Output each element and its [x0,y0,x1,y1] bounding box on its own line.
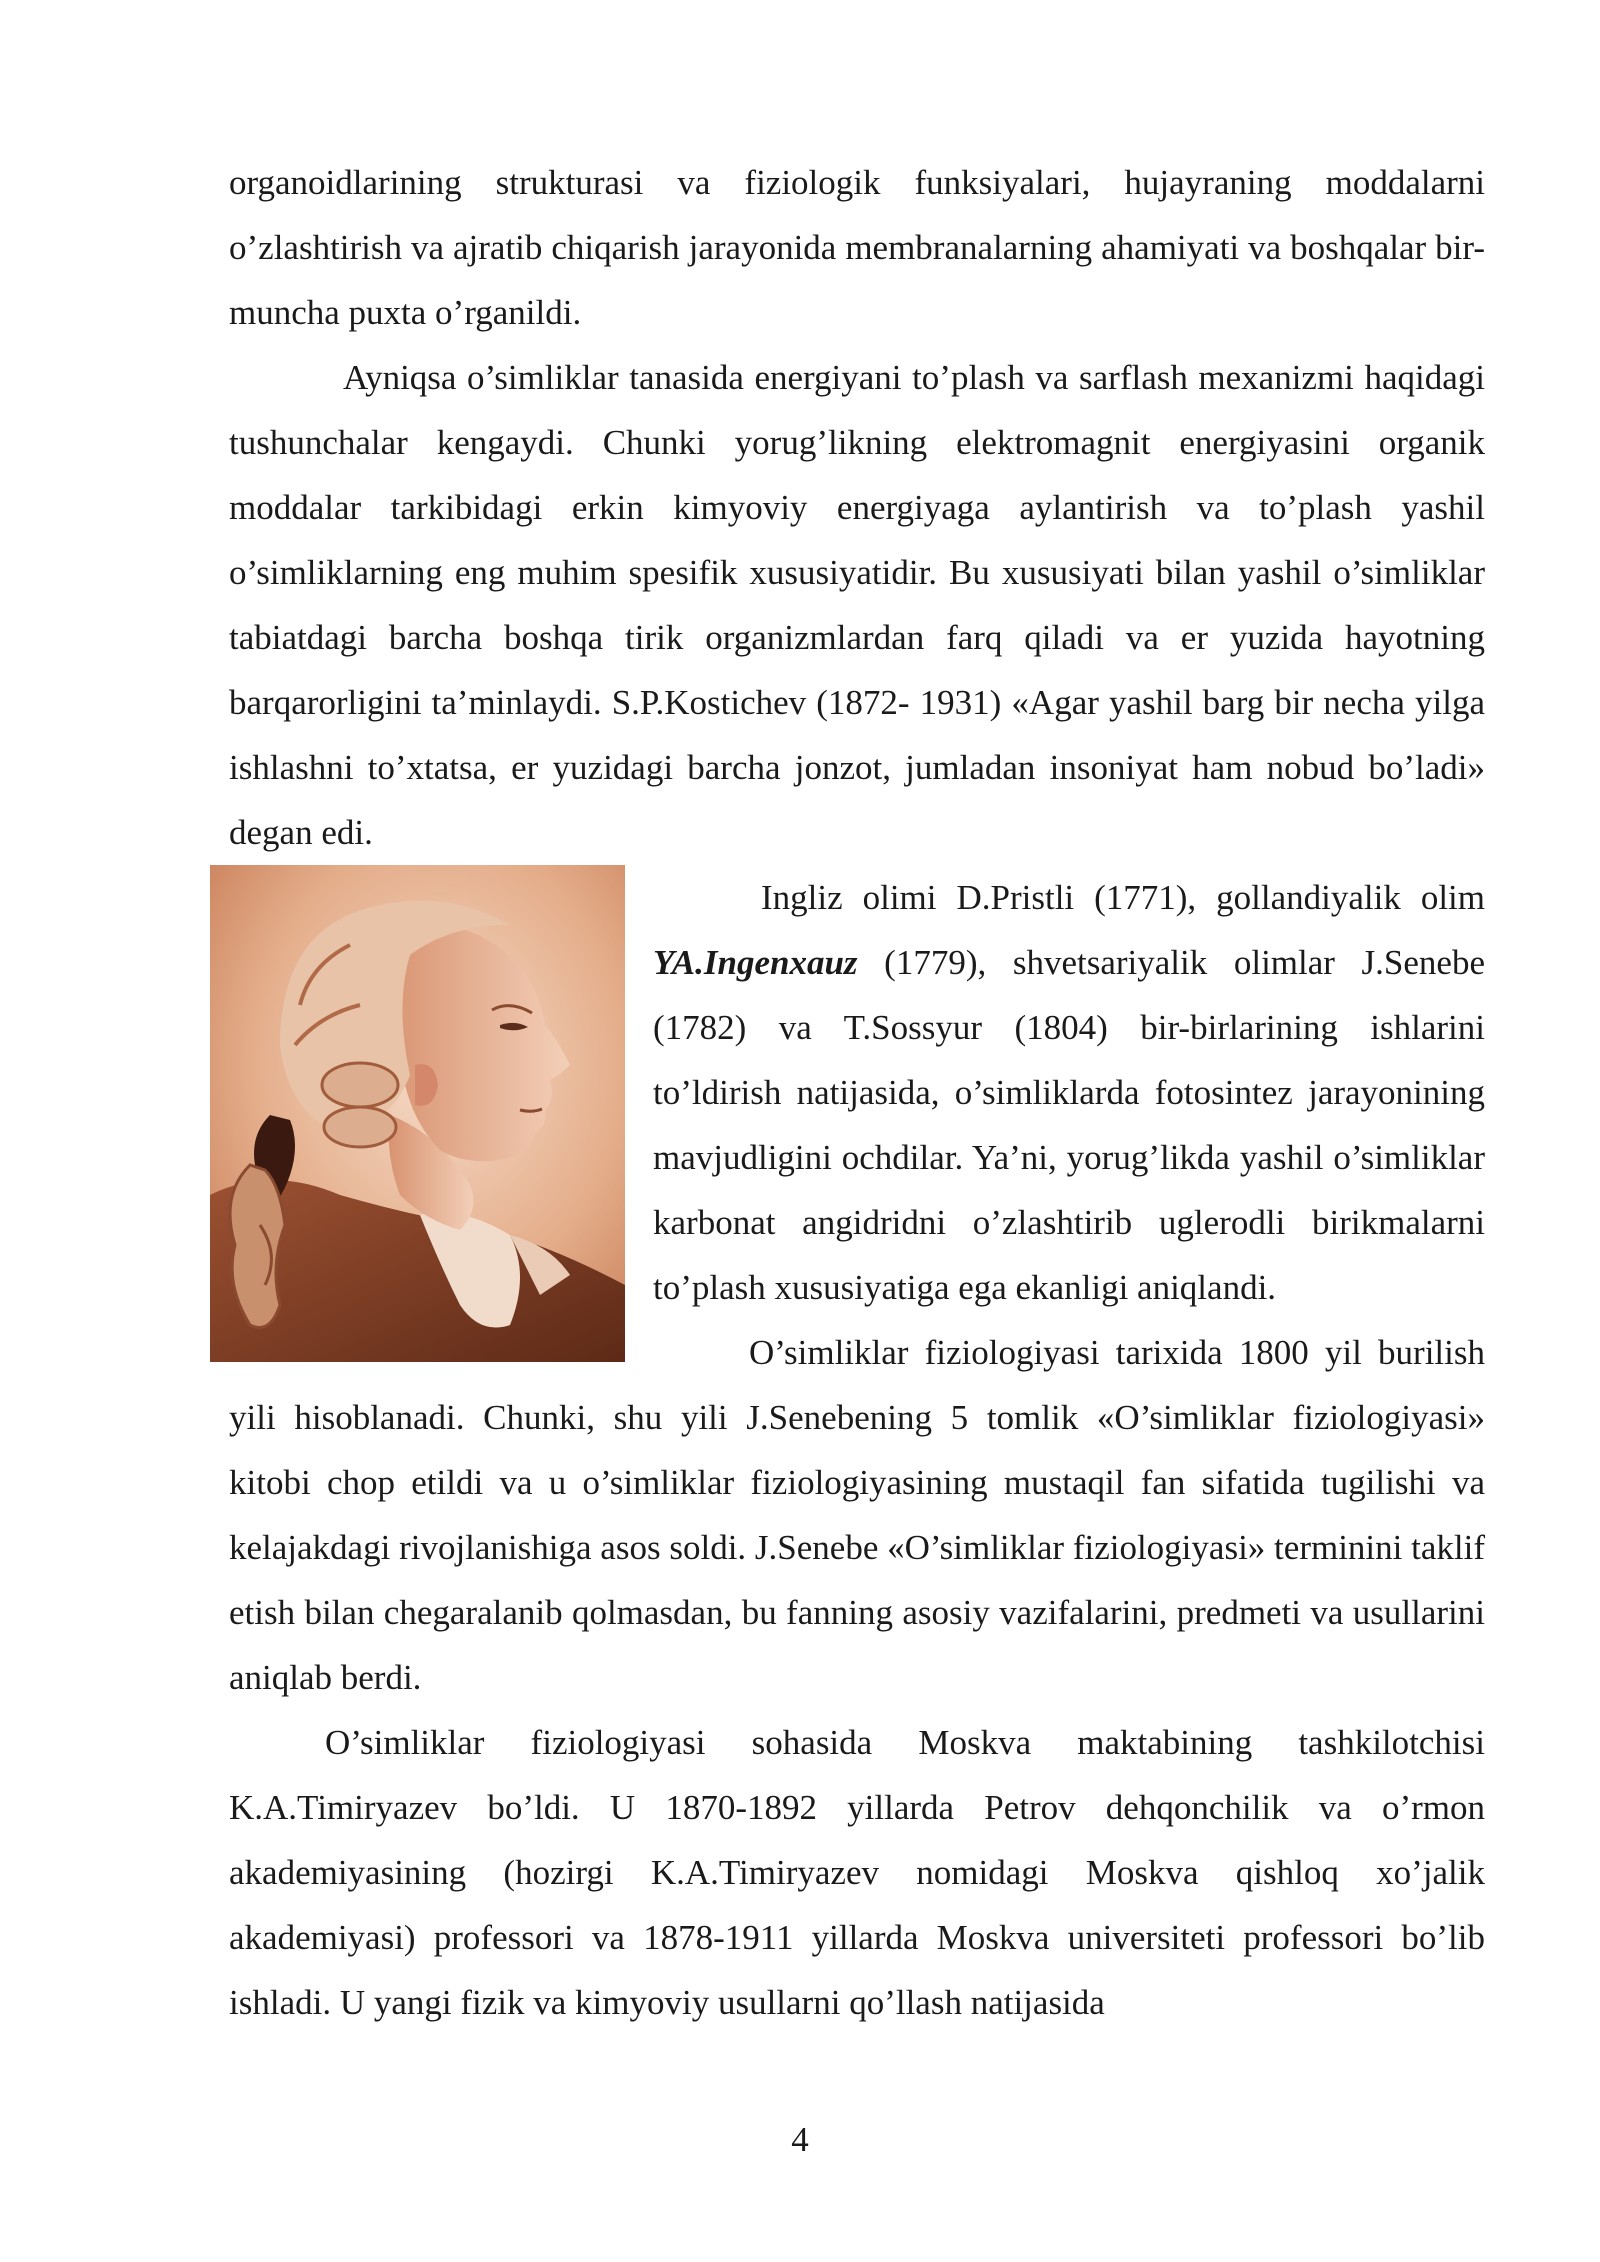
paragraph-3-lead: Ingliz olimi D.Pristli (1771), gollandiyalik olim [761,878,1485,917]
figure-wrap [229,865,1485,1320]
paragraph-2: Ayniqsa o’simliklar tanasida energiyani to’plash va sarflash mexanizmi haqidagi tushunchalar kengaydi. Chunki yorug’likning elektromagnit energiyasini organik moddalar tarkibidagi erkin kimyoviy energiyaga aylantirish va to’plash yashil o’simliklarning eng muhim spesifik xususiyatidir. Bu xususiyati bilan yashil o’simliklar tabiatdagi barcha boshqa tirik organizmlardan farq qiladi va er yuzida hayotning barqarorligini ta’minlaydi. S.P.Kostichev (1872- 1931) «Agar yashil barg bir necha yilga ishlashni to’xtatsa, er yuzidagi barcha jonzot, jumladan insoniyat ham nobud bo’ladi» degan edi. [229,358,1485,852]
portrait-image [210,865,625,1362]
paragraph-3-rest: (1779), shvetsariyalik olimlar J.Senebe (1782) va T.Sossyur (1804) bir-birlarining ishlarini to’ldirish natijasida, o’simliklarda fotosintez jarayonining mavjudligini ochdilar. Ya’ni, yorug’likda yashil o’simliklar karbonat angidridni o’zlashtirib uglerodli birikmalarni to’plash xususiyatiga ega ekanligi aniqlandi. [653,943,1485,1307]
portrait-engraving-icon [210,865,625,1362]
document-page [229,150,1485,2035]
paragraph-1: organoidlarining strukturasi va fiziologik funksiyalari, hujayraning moddalarni o’zlashtirish va ajratib chiqarish jarayonida membranalarning ahamiyati va boshqalar bir- muncha puxta o’rganildi. [229,163,1485,332]
figure-side-text [653,865,1485,1320]
paragraph-3 [653,865,1485,1320]
paragraph-4: O’simliklar fiziologiyasi tarixida 1800 yil burilish yili hisoblanadi. Chunki, shu yili J.Senebening 5 tomlik «O’simliklar fiziologiyasi» kitobi chop etildi va u o’simliklar fiziologiyasining mustaqil fan sifatida tugilishi va kelajakdagi rivojlanishiga asos soldi. J.Senebe «O’simliklar fiziologiyasi» terminini taklif etish bilan chegaralanib qolmasdan, bu fanning asosiy vazifalarini, predmeti va usullarini aniqlab berdi. [229,1333,1485,1697]
paragraph-5: O’simliklar fiziologiyasi sohasida Moskva maktabining tashkilotchisi K.A.Timiryazev bo’ldi. U 1870-1892 yillarda Petrov dehqonchilik va o’rmon akademiyasining (hozirgi K.A.Timiryazev nomidagi Moskva qishloq xo’jalik akademiyasi) professori va 1878-1911 yillarda Moskva universiteti professori bo’lib ishladi. U yangi fizik va kimyoviy usullarni qo’llash natijasida [229,1723,1485,2022]
page-number: 4 [791,2120,809,2159]
scientist-name: YA.Ingenxauz [653,943,858,982]
